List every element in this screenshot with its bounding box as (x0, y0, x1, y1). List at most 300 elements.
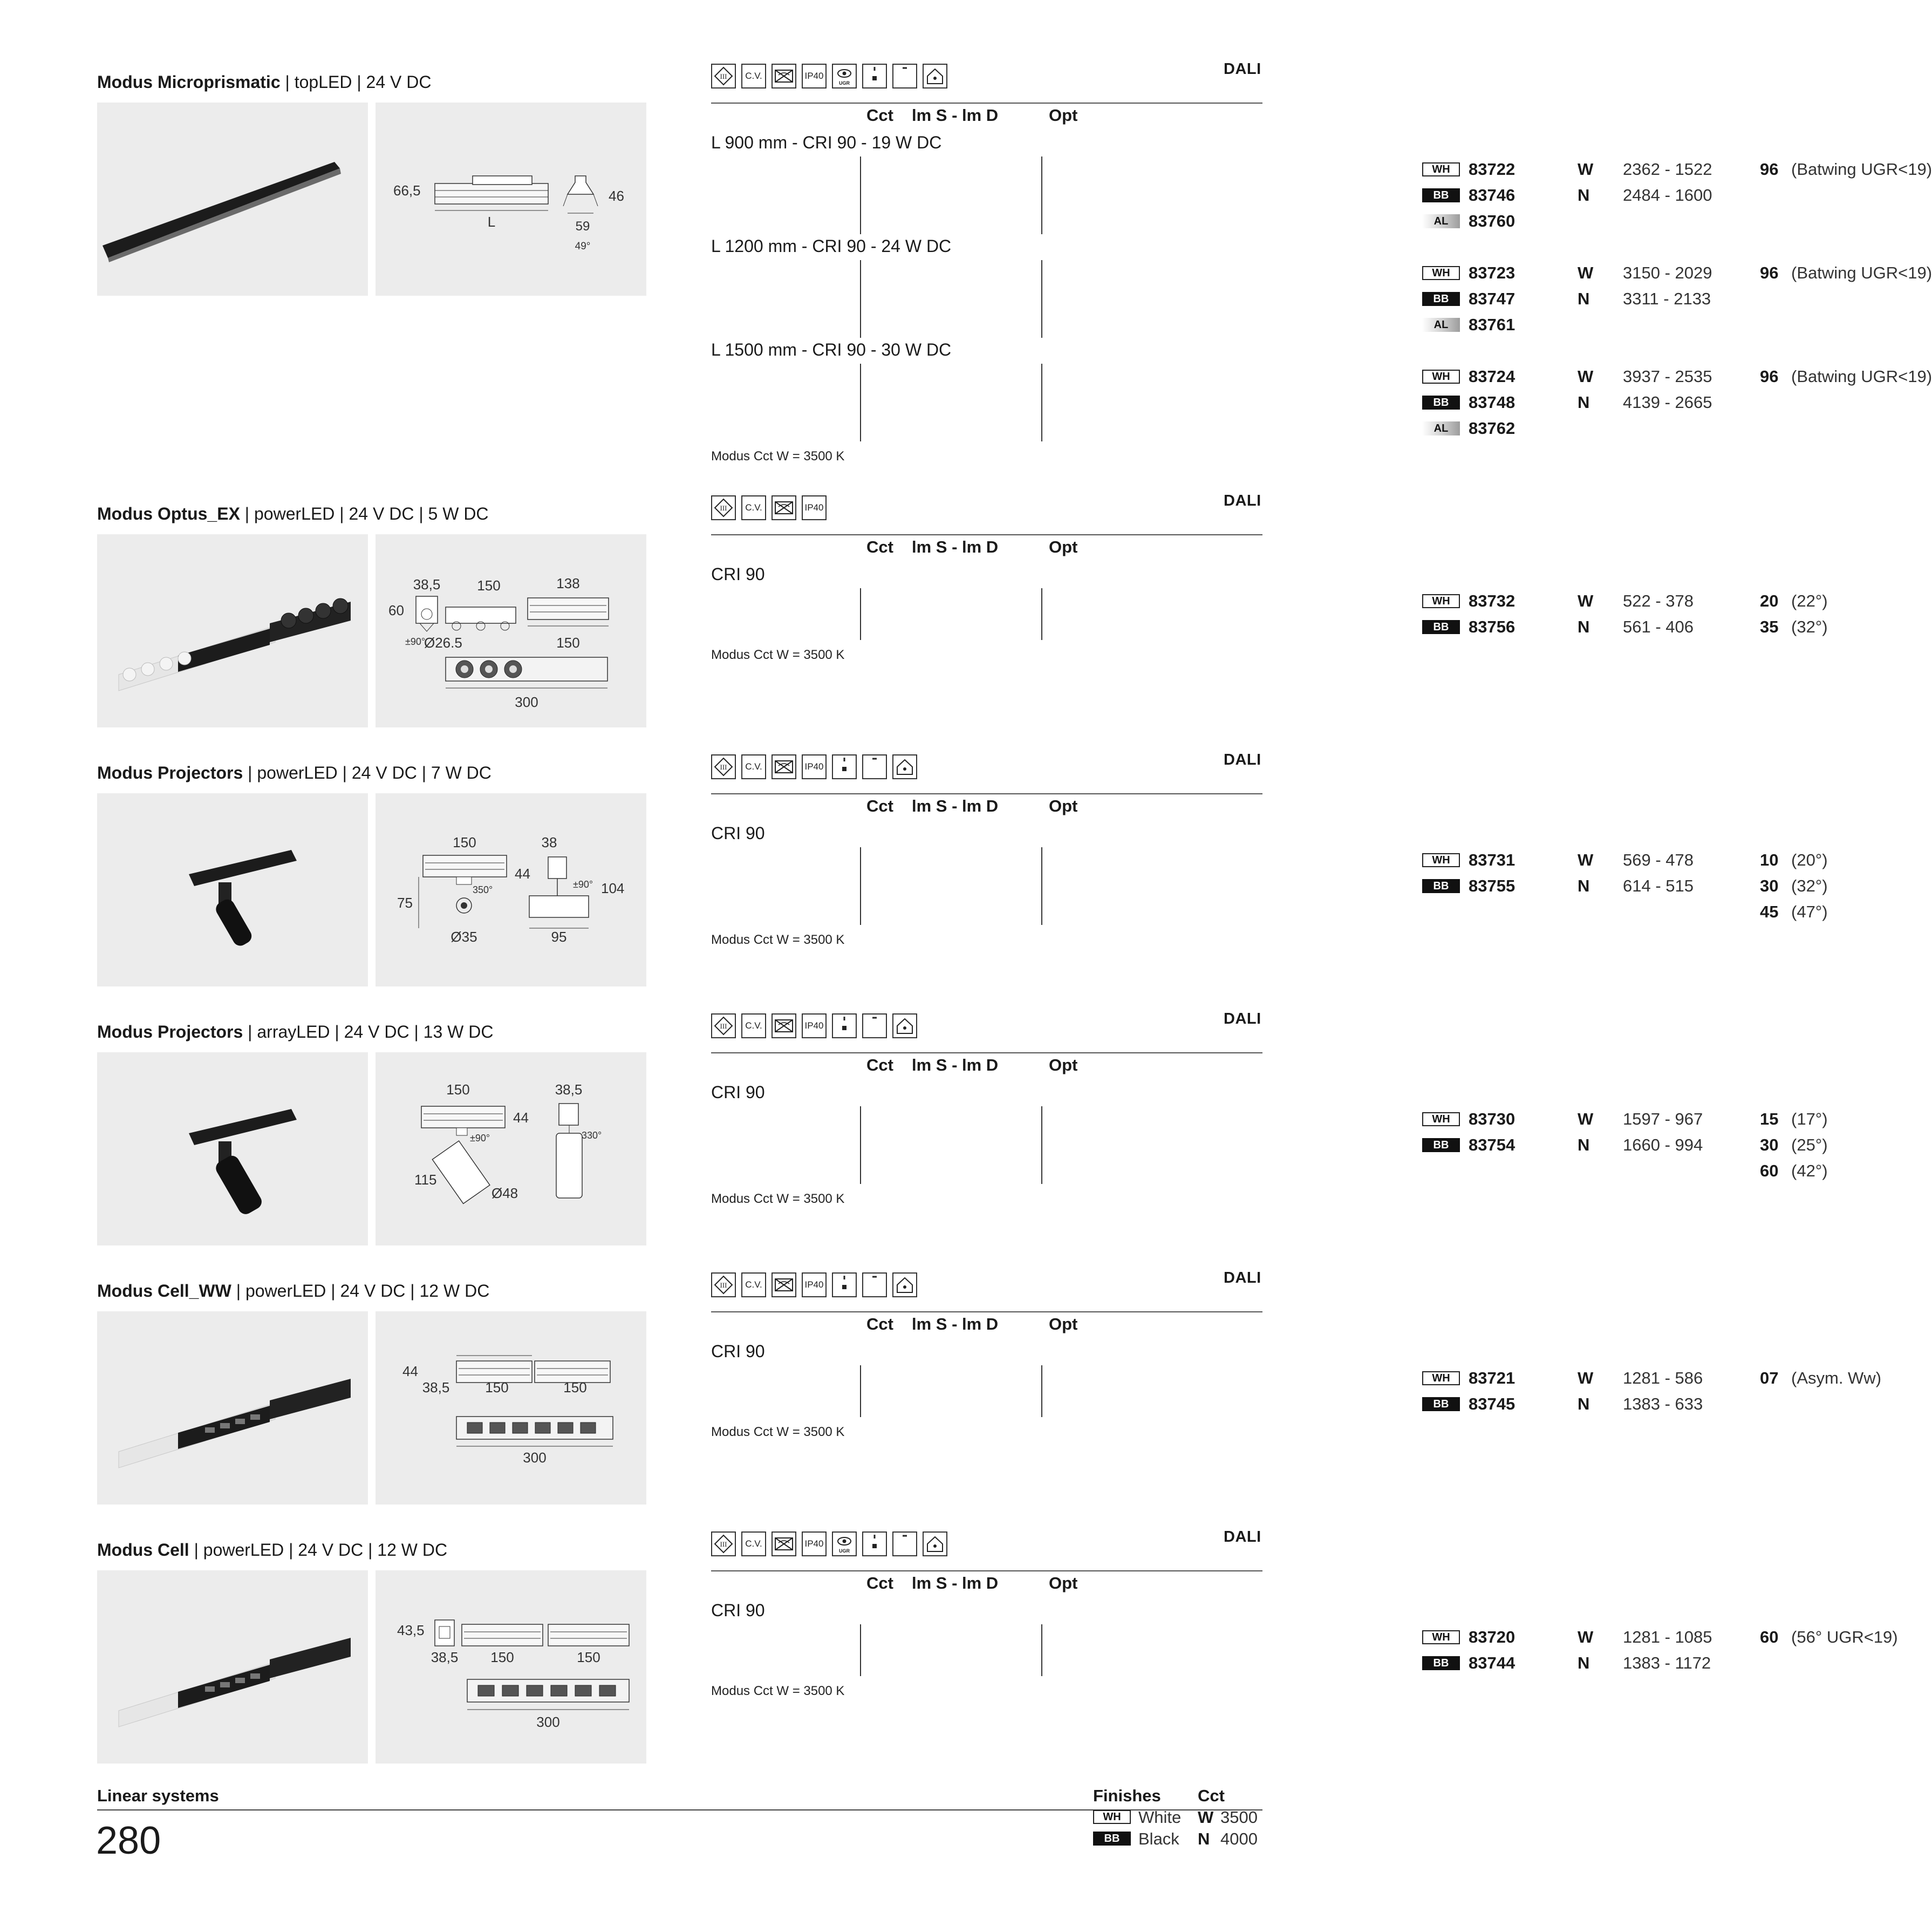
product-row (711, 286, 1711, 312)
lumen-values: 3150 - 2029 (1623, 263, 1712, 282)
certification-icons (711, 754, 917, 781)
article-code: 83732 (1469, 591, 1515, 610)
table-top-rule (711, 1311, 1262, 1312)
product-name: Modus Optus_EX (97, 504, 240, 523)
icon-ip40-icon: IP40 (802, 1013, 827, 1038)
optic-code: 96 (1760, 367, 1779, 386)
dimension-label: 300 (523, 1449, 547, 1466)
footer-divider (97, 1809, 1262, 1810)
dimension-label: 150 (563, 1379, 587, 1396)
product-section-microprismatic (0, 0, 1932, 464)
finish-badge: WH (1422, 266, 1460, 280)
product-row (711, 1650, 1711, 1676)
cct-value: 4000 (1220, 1829, 1258, 1848)
cct-code: N (1578, 1135, 1590, 1154)
finish-badge: BB (1422, 292, 1460, 306)
dimension-label: 150 (577, 1649, 600, 1665)
product-row (711, 899, 1828, 925)
lumen-values: 1597 - 967 (1623, 1109, 1703, 1128)
icon-c-v--icon: C.V. (741, 754, 766, 779)
product-row (711, 182, 1712, 208)
optic-code: 45 (1760, 902, 1779, 921)
icon-cross-box-icon (772, 1272, 796, 1297)
column-divider (860, 1365, 861, 1417)
product-section-proj-power (0, 691, 1828, 947)
icon-c-v--icon: C.V. (741, 64, 766, 89)
icon-ip40-icon: IP40 (802, 495, 827, 520)
dimension-label: 75 (397, 895, 413, 911)
article-code: 83721 (1469, 1369, 1515, 1387)
product-row (711, 1391, 1703, 1417)
cct-note: Modus Cct W = 3500 K (711, 449, 845, 464)
column-divider (860, 260, 861, 338)
finish-name: Black (1138, 1829, 1179, 1848)
variant-heading: CRI 90 (711, 1601, 765, 1620)
icon-ip40-icon: IP40 (802, 1272, 827, 1297)
finish-badge: WH (1422, 1371, 1460, 1385)
lumen-values: 1660 - 994 (1623, 1135, 1703, 1154)
dali-label: DALI (1224, 1010, 1261, 1027)
column-divider (860, 588, 861, 640)
cct-code: N (1198, 1829, 1210, 1848)
icon-dash-top-icon (862, 1272, 887, 1297)
optic-description: (20°) (1791, 850, 1828, 869)
column-header-lumen: lm S - lm D (912, 537, 999, 556)
optic-code: 96 (1760, 160, 1779, 179)
cct-heading: Cct (1198, 1786, 1225, 1805)
column-header-cct: Cct (866, 106, 893, 125)
column-divider (860, 156, 861, 234)
article-code: 83755 (1469, 876, 1515, 895)
icon-home-icon (892, 1272, 917, 1297)
certification-icons (711, 495, 827, 522)
cct-code: W (1578, 1628, 1594, 1646)
icon-dash-top-icon (862, 1013, 887, 1038)
dimension-label: 59 (575, 219, 590, 234)
certification-icons (711, 1531, 947, 1558)
drawing-svg (376, 103, 646, 296)
icon-ip40-icon: IP40 (802, 1531, 827, 1556)
cct-code: N (1578, 186, 1590, 205)
icon-home-icon (923, 1531, 947, 1556)
cct-code: N (1578, 289, 1590, 308)
column-divider (1041, 1624, 1042, 1676)
cct-note: Modus Cct W = 3500 K (711, 932, 845, 947)
column-divider (1041, 156, 1042, 234)
optic-description: (22°) (1791, 591, 1828, 610)
lumen-values: 2484 - 1600 (1623, 186, 1712, 205)
table-top-rule (711, 1052, 1262, 1053)
dimension-label: ±90° (405, 636, 426, 647)
finish-badge: AL (1422, 214, 1460, 228)
dali-label: DALI (1224, 1528, 1261, 1546)
dimension-label: 38,5 (555, 1081, 583, 1098)
product-photo (97, 103, 368, 296)
icon-iii-icon (711, 64, 736, 89)
product-row (711, 260, 1932, 286)
lumen-values: 2362 - 1522 (1623, 160, 1712, 179)
finish-badge: WH (1422, 594, 1460, 608)
product-row (711, 364, 1932, 390)
product-section-cell-ww (0, 1209, 1882, 1466)
column-header-cct: Cct (866, 797, 893, 815)
cct-value: 3500 (1220, 1808, 1258, 1827)
dimension-label: 150 (453, 834, 476, 850)
article-code: 83754 (1469, 1135, 1515, 1154)
article-code: 83756 (1469, 617, 1515, 636)
cct-code: N (1578, 876, 1590, 895)
product-name: Modus Projectors (97, 1022, 243, 1042)
article-code: 83760 (1469, 212, 1515, 230)
article-code: 83723 (1469, 263, 1515, 282)
variant-heading: L 900 mm - CRI 90 - 19 W DC (711, 133, 942, 152)
optic-description: (Batwing UGR<19) (1791, 160, 1932, 179)
cct-code: W (1578, 160, 1594, 179)
product-title (97, 1540, 447, 1560)
cct-note: Modus Cct W = 3500 K (711, 1684, 845, 1698)
product-title (97, 1022, 493, 1042)
product-row (711, 1365, 1882, 1391)
svg-text:III: III (720, 763, 727, 771)
product-row (711, 847, 1828, 873)
finish-badge: BB (1422, 1138, 1460, 1152)
product-row (711, 1624, 1898, 1650)
icon-ip40-icon: IP40 (802, 64, 827, 89)
variant-heading: CRI 90 (711, 1342, 765, 1361)
product-title (97, 763, 491, 783)
dimension-label: 49° (575, 241, 591, 252)
column-divider (860, 1106, 861, 1184)
variant-heading: L 1500 mm - CRI 90 - 30 W DC (711, 340, 952, 359)
product-row (711, 1132, 1828, 1158)
dimension-label: 38,5 (422, 1379, 450, 1396)
dimension-label: ±90° (470, 1133, 490, 1143)
finishes-heading: Finishes (1093, 1786, 1161, 1805)
icon-cross-box-icon (772, 495, 796, 520)
cct-code: W (1578, 1369, 1594, 1387)
optic-code: 30 (1760, 876, 1779, 895)
finish-badge: BB (1422, 188, 1460, 202)
article-code: 83730 (1469, 1109, 1515, 1128)
icon-dash-top-icon (862, 754, 887, 779)
dimension-label: 150 (556, 635, 580, 651)
finish-badge: WH (1422, 162, 1460, 176)
column-header-optic: Opt (1049, 1056, 1078, 1074)
photo-svg (97, 1570, 368, 1764)
certification-icons (711, 1013, 917, 1040)
svg-text:III: III (720, 1022, 727, 1030)
lumen-values: 614 - 515 (1623, 876, 1694, 895)
product-section-proj-array (0, 950, 1828, 1206)
svg-text:III: III (720, 1540, 727, 1548)
svg-text:III: III (720, 72, 727, 80)
product-specs: | powerLED | 24 V DC | 7 W DC (243, 763, 491, 782)
column-header-optic: Opt (1049, 106, 1078, 125)
svg-text:III: III (720, 1281, 727, 1289)
lumen-values: 1383 - 633 (1623, 1394, 1703, 1413)
finish-badge: AL (1422, 421, 1460, 435)
optic-code: 35 (1760, 617, 1779, 636)
svg-text:UGR: UGR (839, 1548, 850, 1554)
column-header-cct: Cct (866, 1574, 893, 1592)
icon-dot-top-icon (862, 64, 887, 89)
optic-description: (Batwing UGR<19) (1791, 367, 1932, 386)
dimension-label: 104 (601, 880, 625, 896)
dimension-label: ±90° (573, 879, 593, 890)
dimension-label: L (487, 214, 496, 230)
finish-badge: WH (1422, 1112, 1460, 1126)
column-header-cct: Cct (866, 1056, 893, 1074)
column-divider (1041, 260, 1042, 338)
optic-description: (42°) (1791, 1161, 1828, 1180)
column-header-optic: Opt (1049, 537, 1078, 556)
optic-description: (32°) (1791, 617, 1828, 636)
column-divider (1041, 364, 1042, 441)
cct-note: Modus Cct W = 3500 K (711, 1192, 845, 1206)
icon-home-icon (923, 64, 947, 89)
icon-iii-icon (711, 754, 736, 779)
product-row (711, 208, 1515, 234)
optic-description: (17°) (1791, 1109, 1828, 1128)
finish-badge: BB (1422, 1397, 1460, 1411)
product-section-optus (0, 432, 1828, 710)
dimension-label: 46 (609, 188, 624, 204)
product-row (711, 312, 1515, 338)
finish-badge: AL (1422, 318, 1460, 332)
finish-badge: BB (1422, 396, 1460, 410)
column-header-lumen: lm S - lm D (912, 1574, 999, 1592)
product-specs: | topLED | 24 V DC (280, 72, 432, 92)
dimension-label: 44 (515, 866, 530, 882)
optic-description: (47°) (1791, 902, 1828, 921)
article-code: 83745 (1469, 1394, 1515, 1413)
product-section-cell (0, 1468, 1898, 1730)
lumen-values: 522 - 378 (1623, 591, 1694, 610)
product-name: Modus Cell_WW (97, 1281, 231, 1301)
footer-section-title: Linear systems (97, 1786, 219, 1805)
column-header-optic: Opt (1049, 1315, 1078, 1333)
optic-description: (Asym. Ww) (1791, 1369, 1882, 1387)
table-top-rule (711, 1570, 1262, 1571)
icon-dot-top-icon (862, 1531, 887, 1556)
icon-dash-top-icon (892, 1531, 917, 1556)
lumen-values: 561 - 406 (1623, 617, 1694, 636)
certification-icons (711, 1272, 917, 1299)
product-specs: | powerLED | 24 V DC | 12 W DC (189, 1540, 448, 1560)
dimension-label: 44 (402, 1363, 418, 1379)
finish-badge: WH (1093, 1810, 1131, 1824)
dimension-label: 38,5 (413, 576, 441, 593)
dimension-drawing (376, 103, 646, 296)
optic-code: 60 (1760, 1628, 1779, 1646)
icon-home-icon (892, 1013, 917, 1038)
icon-dot-top-icon (832, 1013, 857, 1038)
product-title (97, 1281, 489, 1301)
dimension-label: 150 (477, 577, 501, 594)
dali-label: DALI (1224, 492, 1261, 509)
cct-code: N (1578, 393, 1590, 412)
optic-code: 07 (1760, 1369, 1779, 1387)
article-code: 83761 (1469, 315, 1515, 334)
icon-dash-top-icon (892, 64, 917, 89)
cct-code: W (1578, 850, 1594, 869)
optic-code: 10 (1760, 850, 1779, 869)
column-divider (860, 1624, 861, 1676)
product-specs: | powerLED | 24 V DC | 5 W DC (240, 504, 489, 523)
dali-label: DALI (1224, 1269, 1261, 1286)
icon-dot-top-icon (832, 754, 857, 779)
finish-badge: WH (1422, 370, 1460, 384)
table-top-rule (711, 534, 1262, 535)
dimension-label: 330° (582, 1130, 602, 1141)
product-row (711, 614, 1828, 640)
finish-badge: BB (1422, 1656, 1460, 1670)
optic-code: 15 (1760, 1109, 1779, 1128)
icon-iii-icon (711, 1272, 736, 1297)
column-header-optic: Opt (1049, 797, 1078, 815)
dimension-label: Ø35 (450, 929, 477, 945)
column-header-lumen: lm S - lm D (912, 1056, 999, 1074)
photo-svg (97, 103, 368, 296)
column-divider (1041, 1365, 1042, 1417)
lumen-values: 4139 - 2665 (1623, 393, 1712, 412)
cct-code: W (1578, 367, 1594, 386)
icon-ugr-icon (832, 1531, 857, 1556)
finish-badge: BB (1422, 879, 1460, 893)
article-code: 83724 (1469, 367, 1515, 386)
dali-label: DALI (1224, 60, 1261, 78)
column-header-cct: Cct (866, 1315, 893, 1333)
dimension-label: 300 (515, 694, 538, 710)
cct-code: W (1578, 263, 1594, 282)
column-header-cct: Cct (866, 537, 893, 556)
product-row (711, 1158, 1828, 1184)
product-specs: | arrayLED | 24 V DC | 13 W DC (243, 1022, 494, 1042)
icon-c-v--icon: C.V. (741, 1531, 766, 1556)
icon-cross-box-icon (772, 64, 796, 89)
dimension-label: 350° (473, 884, 493, 895)
certification-icons (711, 64, 947, 91)
product-specs: | powerLED | 24 V DC | 12 W DC (231, 1281, 490, 1301)
dimension-label: 150 (485, 1379, 509, 1396)
optic-description: (56° UGR<19) (1791, 1628, 1898, 1646)
page-number: 280 (96, 1819, 161, 1862)
dimension-label: 300 (536, 1714, 560, 1730)
product-title (97, 504, 489, 524)
icon-iii-icon (711, 1013, 736, 1038)
cct-code: W (1578, 591, 1594, 610)
article-code: 83731 (1469, 850, 1515, 869)
optic-code: 96 (1760, 263, 1779, 282)
icon-dot-top-icon (832, 1272, 857, 1297)
variant-heading: CRI 90 (711, 1083, 765, 1102)
lumen-values: 1281 - 1085 (1623, 1628, 1712, 1646)
icon-c-v--icon: C.V. (741, 1272, 766, 1297)
cct-note: Modus Cct W = 3500 K (711, 1425, 845, 1439)
optic-code: 20 (1760, 591, 1779, 610)
variant-heading: CRI 90 (711, 823, 765, 843)
icon-c-v--icon: C.V. (741, 1013, 766, 1038)
cct-code: N (1578, 1653, 1590, 1672)
product-row (711, 390, 1712, 416)
dimension-label: 43,5 (397, 1622, 425, 1638)
product-row (711, 156, 1932, 182)
product-name: Modus Projectors (97, 763, 243, 782)
dimension-label: 44 (513, 1109, 529, 1126)
variant-heading: L 1200 mm - CRI 90 - 24 W DC (711, 236, 952, 256)
table-top-rule (711, 793, 1262, 794)
cct-note: Modus Cct W = 3500 K (711, 648, 845, 662)
cct-code: W (1198, 1808, 1214, 1827)
dimension-label: 95 (551, 929, 567, 945)
icon-c-v--icon: C.V. (741, 495, 766, 520)
product-photo (97, 1570, 368, 1764)
column-divider (1041, 588, 1042, 640)
optic-code: 60 (1760, 1161, 1779, 1180)
variant-heading: CRI 90 (711, 564, 765, 584)
table-top-rule (711, 103, 1262, 104)
product-title (97, 72, 431, 92)
lumen-values: 569 - 478 (1623, 850, 1694, 869)
finish-name: White (1138, 1808, 1182, 1827)
optic-description: (25°) (1791, 1135, 1828, 1154)
product-row (711, 873, 1828, 899)
dimension-label: 115 (414, 1172, 437, 1188)
icon-iii-icon (711, 1531, 736, 1556)
finish-badge: BB (1422, 620, 1460, 634)
icon-cross-box-icon (772, 1013, 796, 1038)
article-code: 83762 (1469, 419, 1515, 438)
optic-description: (32°) (1791, 876, 1828, 895)
dimension-label: 150 (446, 1081, 470, 1098)
product-name: Modus Microprismatic (97, 72, 281, 92)
column-divider (860, 364, 861, 441)
icon-cross-box-icon (772, 1531, 796, 1556)
svg-text:III: III (720, 504, 727, 512)
icon-ip40-icon: IP40 (802, 754, 827, 779)
optic-code: 30 (1760, 1135, 1779, 1154)
product-name: Modus Cell (97, 1540, 189, 1560)
lumen-values: 1281 - 586 (1623, 1369, 1703, 1387)
finish-badge: BB (1093, 1832, 1131, 1846)
dimension-label: 60 (388, 602, 404, 618)
article-code: 83747 (1469, 289, 1515, 308)
icon-home-icon (892, 754, 917, 779)
lumen-values: 3311 - 2133 (1623, 289, 1711, 308)
column-header-lumen: lm S - lm D (912, 1315, 999, 1333)
lumen-values: 3937 - 2535 (1623, 367, 1712, 386)
column-divider (1041, 1106, 1042, 1184)
drawing-svg (376, 1570, 646, 1764)
icon-iii-icon (711, 495, 736, 520)
dimension-label: Ø26.5 (424, 635, 462, 651)
article-code: 83722 (1469, 160, 1515, 179)
cct-code: N (1578, 617, 1590, 636)
dimension-label: 66,5 (393, 182, 421, 199)
article-code: 83748 (1469, 393, 1515, 412)
column-divider (1041, 847, 1042, 925)
dimension-label: 150 (490, 1649, 514, 1665)
cct-code: N (1578, 1394, 1590, 1413)
product-row (711, 588, 1828, 614)
column-header-lumen: lm S - lm D (912, 106, 999, 125)
column-header-lumen: lm S - lm D (912, 797, 999, 815)
article-code: 83720 (1469, 1628, 1515, 1646)
product-row (711, 1106, 1828, 1132)
column-divider (860, 847, 861, 925)
article-code: 83746 (1469, 186, 1515, 205)
icon-cross-box-icon (772, 754, 796, 779)
